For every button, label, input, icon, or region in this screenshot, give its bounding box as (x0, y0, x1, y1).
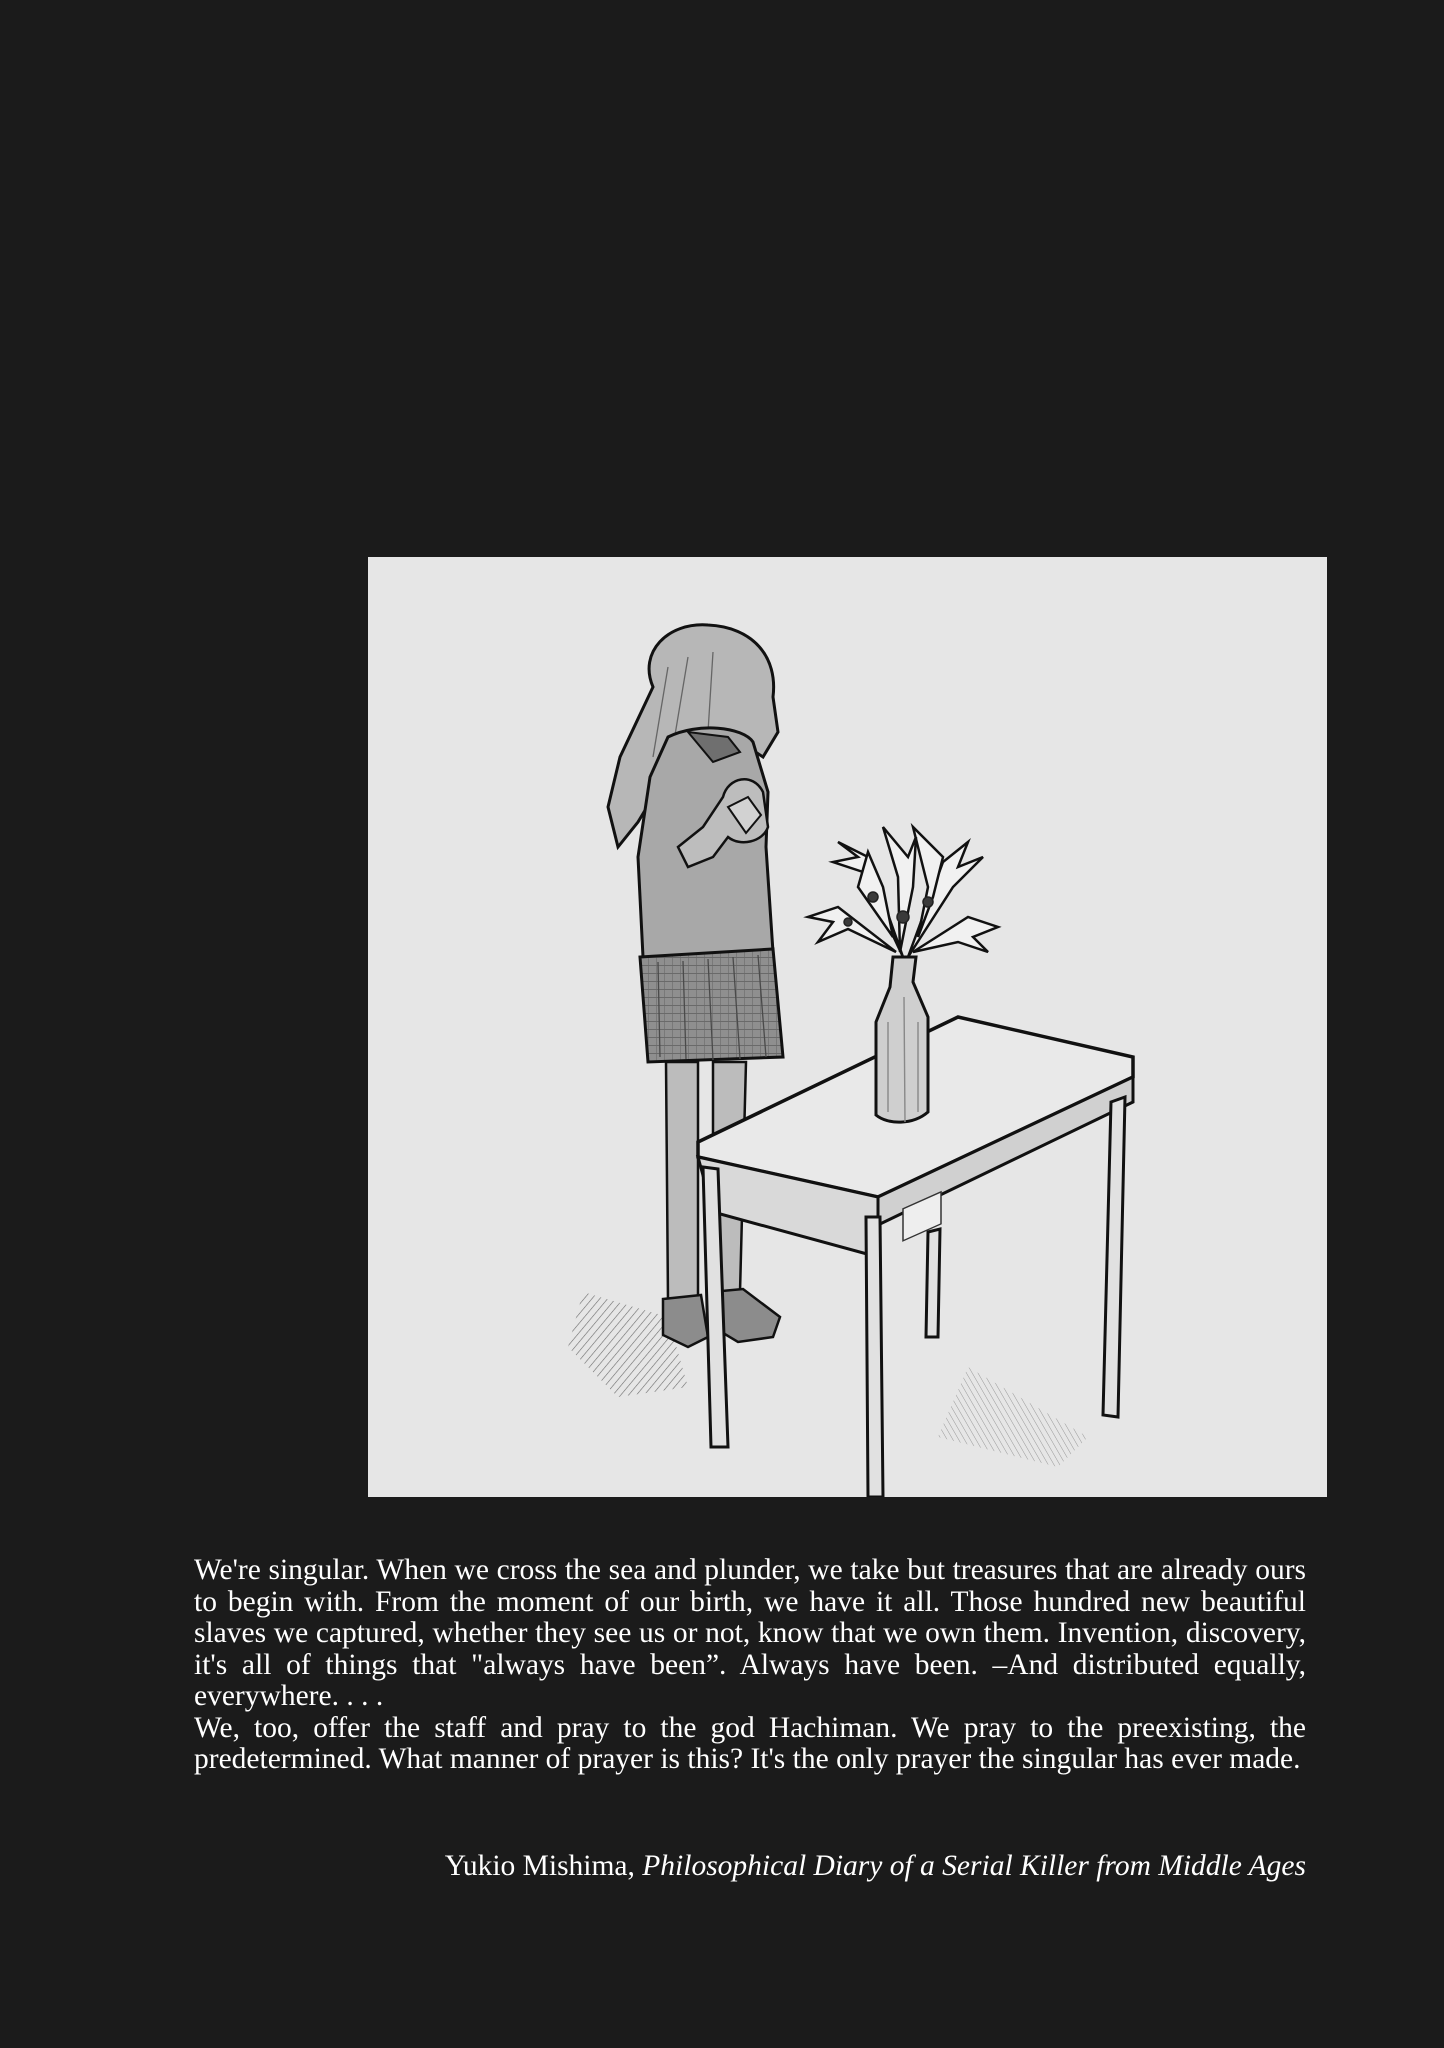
girl-leg-left (666, 1062, 698, 1302)
quote-paragraph-1: We're singular. When we cross the sea and plunder, we take but treasures that are already ours to begin with. From the moment of our birth, we have it all. Those hundred new beautiful slaves we captured, whether they see us or not, know that we own them. Invention, discovery, it's all of things that "always have been”. Always have been. –And distributed equally, everywhere. . . . (194, 1554, 1306, 1712)
desk-leg-front-right (866, 1217, 883, 1497)
attribution (445, 1849, 1306, 1883)
quote-paragraph-2: We, too, offer the staff and pray to the god Hachiman. We pray to the preexisting, the predetermined. What manner of prayer is this? It's the only prayer the singular has ever made. (194, 1711, 1306, 1775)
girl-standing-by-desk-with-flower-vase-icon (368, 557, 1327, 1497)
desk-leg-shadow (938, 1367, 1088, 1467)
girl-shoe-left (663, 1295, 708, 1347)
quote-block (194, 1555, 1306, 1776)
desk-leg-back-mid (926, 1229, 940, 1337)
attribution-work-title: Philosophical Diary of a Serial Killer from Middle Ages (642, 1850, 1306, 1882)
attribution-author: Yukio Mishima, (444, 1850, 635, 1882)
illustration-panel (368, 557, 1327, 1497)
flowers (808, 827, 998, 957)
desk-leg-back-right (1103, 1097, 1125, 1417)
vase (876, 957, 928, 1122)
